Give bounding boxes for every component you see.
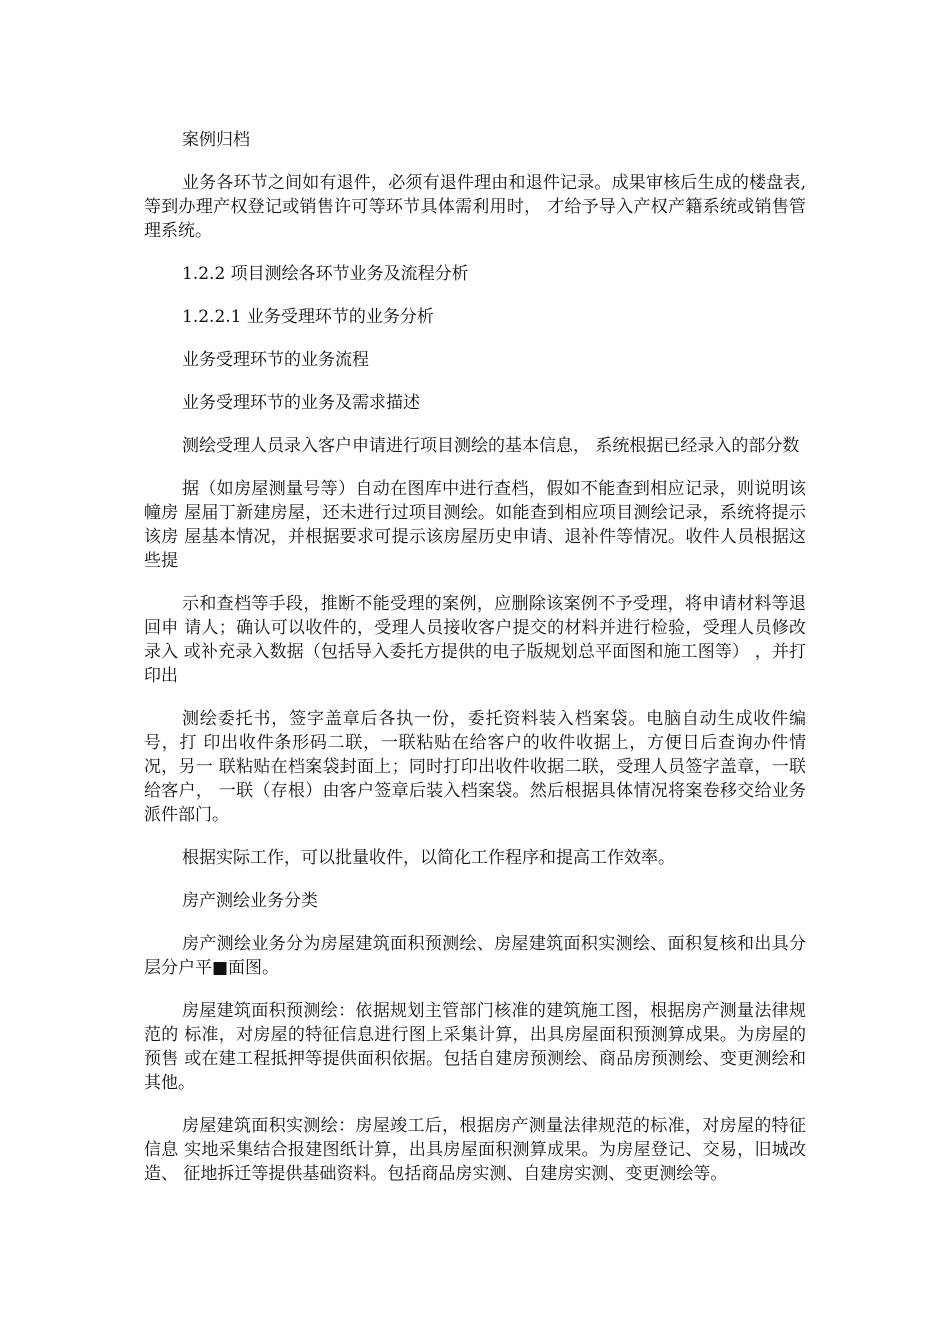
subheading-business-requirements: 业务受理环节的业务及需求描述 bbox=[182, 393, 420, 413]
subheading-business-flow: 业务受理环节的业务流程 bbox=[182, 350, 369, 370]
paragraph-batch-receiving: 根据实际工作，可以批量收件，以简化工作程序和提高工作效率。 bbox=[182, 848, 675, 868]
paragraph-commission-letter: 测绘委托书，签字盖章后各执一份，委托资料装入档案袋。电脑自动生成收件编号，打 印出收件条形码二联，一联粘贴在给客户的收件收据上，方便日后查询办件情况，另一 联粘贴在档案袋封面上；同时打印出收件收据二联，受理人员签字盖章，一联给客户， 一联（存根）由客户签章后装入档案袋。然后根据具体情况将案卷移交给业务派件部门。 bbox=[144, 709, 806, 825]
subheading-survey-classification: 房产测绘业务分类 bbox=[182, 891, 318, 911]
document-body bbox=[144, 128, 806, 1205]
paragraph-survey-types: 房产测绘业务分为房屋建筑面积预测绘、房屋建筑面积实测绘、面积复核和出具分 层分户平■面图。 bbox=[144, 934, 806, 978]
section-heading-1-2-2-1: 1.2.2.1 业务受理环节的业务分析 bbox=[182, 307, 434, 327]
paragraph-return-records: 业务各环节之间如有退件，必须有退件理由和退件记录。成果审核后生成的楼盘表,等到办理产权登记或销售许可等环节具体需利用时， 才给予导入产权产籍系统或销售管 理系统。 bbox=[144, 173, 806, 241]
section-heading-1-2-2: 1.2.2 项目测绘各环节业务及流程分析 bbox=[182, 264, 469, 284]
paragraph-acceptance-decision: 示和查档等手段，推断不能受理的案例，应删除该案例不予受理，将申请材料等退回申 请人；确认可以收件的，受理人员接收客户提交的材料并进行检验，受理人员修改录入 或补充录入数据（包括导入委托方提供的电子版规划总平面图和施工图等） ，并打印出 bbox=[144, 594, 806, 686]
paragraph-archive-lookup: 据（如房屋测量号等）自动在图库中进行查档，假如不能查到相应记录，则说明该幢房 屋届丁新建房屋，还未进行过项目测绘。如能查到相应项目测绘记录，系统将提示该房 屋基本情况，并根据要求可提示该房屋历史申请、退补件等情况。收件人员根据这些提 bbox=[144, 479, 806, 571]
paragraph-case-archive-heading: 案例归档 bbox=[182, 130, 250, 150]
paragraph-actual-survey: 房屋建筑面积实测绘：房屋竣工后，根据房产测量法律规范的标准，对房屋的特征信息 实地采集结合报建图纸计算，出具房屋面积测算成果。为房屋登记、交易，旧城改造、 征地拆迁等提供基础资料。包括商品房实测、自建房实测、变更测绘等。 bbox=[144, 1116, 806, 1184]
paragraph-pre-survey: 房屋建筑面积预测绘：依据规划主管部门核准的建筑施工图，根据房产测量法律规范的 标准，对房屋的特征信息进行图上采集计算，出具房屋面积预测算成果。为房屋的预售 或在建工程抵押等提供面积依据。包括自建房预测绘、商品房预测绘、变更测绘和其他。 bbox=[144, 1001, 806, 1093]
paragraph-survey-input: 测绘受理人员录入客户申请进行项目测绘的基本信息， 系统根据已经录入的部分数 bbox=[182, 436, 800, 456]
